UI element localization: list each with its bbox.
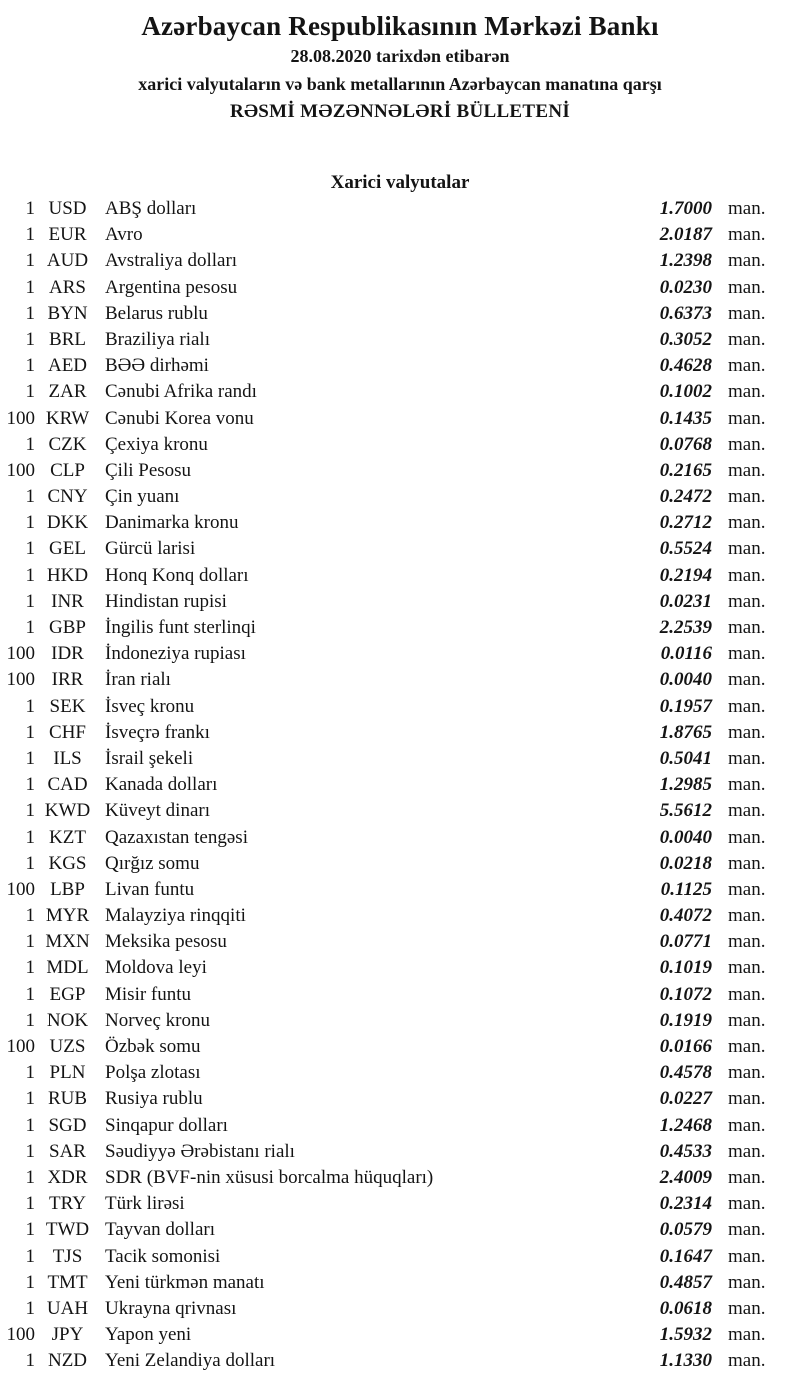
unit-label-cell: man. (728, 538, 766, 560)
rate-value-cell: 0.0771 (659, 931, 712, 953)
rate-value-cell: 2.2539 (659, 617, 712, 638)
currency-code-cell: USD (48, 198, 87, 219)
currency-name-cell: SDR (BVF-nin xüsusi borcalma hüquqları) (105, 1166, 434, 1188)
quantity-cell: 1 (25, 695, 35, 717)
rate-row (0, 1113, 800, 1139)
currency-name-cell: Misir funtu (105, 983, 192, 1005)
quantity-cell: 1 (25, 800, 35, 822)
rate-value-cell: 0.0166 (659, 1036, 712, 1057)
currency-name-cell: Gürcü larisi (105, 538, 196, 560)
unit-label-cell: man. (728, 512, 766, 534)
unit-label-cell: man. (728, 224, 766, 246)
rate-value-cell: 0.1957 (659, 695, 712, 717)
rate-row (0, 1244, 800, 1270)
unit-label-cell: man. (728, 1324, 766, 1346)
section-title-foreign-currencies: Xarici valyutalar (330, 172, 470, 193)
quantity-cell: 1 (25, 1245, 35, 1267)
currency-code-cell: UAH (46, 1297, 89, 1319)
quantity-cell: 1 (25, 1009, 35, 1031)
rate-value-cell: 0.2314 (659, 1193, 712, 1215)
rate-row (0, 275, 800, 301)
rate-value-cell: 0.0040 (659, 669, 712, 691)
quantity-cell: 1 (25, 328, 35, 350)
currency-name-cell: Türk lirəsi (105, 1193, 185, 1215)
quantity-cell: 100 (6, 407, 35, 429)
currency-name-cell: Ukrayna qrivnası (105, 1297, 237, 1319)
currency-name-cell: İsveçrə frankı (105, 721, 210, 743)
quantity-cell: 1 (25, 1297, 35, 1319)
unit-label-cell: man. (728, 1140, 766, 1162)
rate-value-cell: 0.4072 (659, 905, 712, 927)
unit-label-cell: man. (728, 250, 766, 272)
currency-code-cell: LBP (50, 878, 85, 900)
currency-code-cell: CLP (50, 459, 85, 481)
rate-value-cell: 0.6373 (659, 302, 712, 324)
quantity-cell: 1 (25, 1114, 35, 1136)
currency-name-cell: Yeni Zelandiya dolları (105, 1350, 276, 1372)
effective-date-line: 28.08.2020 tarixdən etibarən (290, 46, 510, 66)
currency-name-cell: Malayziya rinqqiti (105, 905, 246, 927)
rate-row (0, 1296, 800, 1322)
currency-name-cell: İsveç kronu (105, 695, 195, 717)
unit-label-cell: man. (728, 1166, 766, 1188)
unit-label-cell: man. (728, 276, 766, 298)
rate-row (0, 379, 800, 405)
quantity-cell: 1 (25, 1193, 35, 1215)
rate-value-cell: 0.2712 (659, 512, 712, 534)
rate-row (0, 982, 800, 1008)
currency-code-cell: TRY (49, 1193, 86, 1215)
unit-label-cell: man. (728, 1245, 766, 1267)
currency-code-cell: TJS (52, 1245, 83, 1267)
quantity-cell: 1 (25, 198, 35, 219)
rate-value-cell: 0.4628 (659, 355, 712, 377)
currency-name-cell: Tacik somonisi (105, 1245, 221, 1267)
rate-value-cell: 0.4533 (659, 1140, 712, 1162)
unit-label-cell: man. (728, 433, 766, 455)
quantity-cell: 1 (25, 983, 35, 1005)
quantity-cell: 1 (25, 957, 35, 979)
rate-value-cell: 0.4578 (659, 1062, 712, 1084)
currency-name-cell: Qazaxıstan tengəsi (105, 826, 248, 848)
quantity-cell: 1 (25, 538, 35, 560)
currency-name-cell: Cənubi Afrika randı (105, 381, 257, 403)
currency-code-cell: XDR (47, 1166, 88, 1188)
unit-label-cell: man. (728, 1062, 766, 1084)
quantity-cell: 1 (25, 433, 35, 455)
currency-code-cell: TMT (47, 1271, 88, 1293)
currency-name-cell: Yapon yeni (105, 1324, 192, 1346)
unit-label-cell: man. (728, 1036, 766, 1057)
bank-title: Azərbaycan Respublikasının Mərkəzi Bankı (141, 11, 659, 41)
rate-value-cell: 1.2398 (659, 250, 712, 272)
quantity-cell: 1 (25, 1140, 35, 1162)
unit-label-cell: man. (728, 774, 766, 796)
currency-code-cell: SEK (49, 695, 86, 717)
exchange-rates-table (0, 196, 800, 1374)
currency-code-cell: SGD (48, 1114, 87, 1136)
rate-row (0, 1139, 800, 1165)
currency-name-cell: Çili Pesosu (105, 459, 192, 481)
currency-code-cell: KWD (44, 800, 91, 822)
rate-value-cell: 1.5932 (659, 1324, 712, 1346)
currency-name-cell: İngilis funt sterlinqi (105, 617, 256, 638)
unit-label-cell: man. (728, 931, 766, 953)
currency-name-cell: Meksika pesosu (105, 931, 227, 953)
quantity-cell: 1 (25, 564, 35, 586)
currency-code-cell: KZT (49, 826, 86, 848)
rate-value-cell: 0.0227 (659, 1088, 712, 1110)
currency-code-cell: JPY (51, 1324, 84, 1346)
currency-name-cell: Polşa zlotası (105, 1062, 201, 1084)
rate-row (0, 484, 800, 510)
unit-label-cell: man. (728, 1009, 766, 1031)
rate-value-cell: 0.1647 (659, 1245, 712, 1267)
rate-row (0, 955, 800, 981)
currency-code-cell: GBP (49, 617, 86, 638)
rate-value-cell: 0.0231 (659, 590, 712, 612)
quantity-cell: 1 (25, 512, 35, 534)
rate-value-cell: 0.5041 (659, 747, 712, 769)
rate-value-cell: 0.1072 (659, 983, 712, 1005)
currency-name-cell: Moldova leyi (105, 957, 207, 979)
currency-code-cell: BYN (47, 302, 88, 324)
rate-value-cell: 0.1919 (659, 1009, 712, 1031)
rate-row (0, 903, 800, 929)
currency-name-cell: Norveç kronu (105, 1009, 210, 1031)
currency-code-cell: ILS (53, 747, 82, 769)
rate-row (0, 406, 800, 432)
unit-label-cell: man. (728, 905, 766, 927)
currency-code-cell: IRR (51, 669, 84, 691)
currency-name-cell: Qırğız somu (105, 852, 200, 874)
rate-row (0, 825, 800, 851)
currency-name-cell: Çexiya kronu (105, 433, 208, 455)
rate-row (0, 641, 800, 667)
currency-code-cell: RUB (47, 1088, 88, 1110)
rate-value-cell: 1.1330 (659, 1350, 712, 1372)
unit-label-cell: man. (728, 459, 766, 481)
rate-value-cell: 1.2468 (659, 1114, 712, 1136)
quantity-cell: 1 (25, 721, 35, 743)
quantity-cell: 1 (25, 826, 35, 848)
quantity-cell: 100 (6, 1324, 35, 1346)
currency-name-cell: Küveyt dinarı (105, 800, 211, 822)
unit-label-cell: man. (728, 1350, 766, 1372)
rate-value-cell: 0.0230 (659, 276, 712, 298)
currency-name-cell: İndoneziya rupiası (105, 643, 246, 665)
unit-label-cell: man. (728, 852, 766, 874)
currency-name-cell: Özbək somu (105, 1036, 201, 1057)
rate-row (0, 720, 800, 746)
rate-row (0, 746, 800, 772)
currency-name-cell: Argentina pesosu (105, 276, 238, 298)
bulletin-title: RƏSMİ MƏZƏNNƏLƏRİ BÜLLETENİ (229, 101, 571, 122)
unit-label-cell: man. (728, 486, 766, 508)
currency-code-cell: CHF (49, 721, 86, 743)
quantity-cell: 1 (25, 355, 35, 377)
rate-value-cell: 0.4857 (659, 1271, 712, 1293)
quantity-cell: 1 (25, 224, 35, 246)
rate-row (0, 1270, 800, 1296)
currency-code-cell: ARS (49, 276, 86, 298)
rate-row (0, 798, 800, 824)
unit-label-cell: man. (728, 957, 766, 979)
rate-row (0, 1086, 800, 1112)
currency-code-cell: BRL (49, 328, 86, 350)
unit-label-cell: man. (728, 1088, 766, 1110)
currency-name-cell: Rusiya rublu (105, 1088, 203, 1110)
rate-value-cell: 0.0618 (659, 1297, 712, 1319)
rate-value-cell: 0.0579 (659, 1219, 712, 1241)
currency-code-cell: MYR (45, 905, 90, 927)
rate-row (0, 615, 800, 641)
quantity-cell: 1 (25, 747, 35, 769)
rate-value-cell: 1.8765 (659, 721, 712, 743)
currency-name-cell: BƏƏ dirhəmi (105, 355, 209, 377)
currency-code-cell: PLN (49, 1062, 86, 1084)
quantity-cell: 1 (25, 1088, 35, 1110)
currency-name-cell: Braziliya rialı (105, 328, 210, 350)
rate-row (0, 1165, 800, 1191)
currency-code-cell: AUD (46, 250, 89, 272)
rate-value-cell: 0.0116 (660, 643, 712, 665)
rate-row (0, 1008, 800, 1034)
currency-name-cell: Livan funtu (105, 878, 195, 900)
currency-name-cell: Səudiyyə Ərəbistanı rialı (105, 1140, 295, 1162)
unit-label-cell: man. (728, 669, 766, 691)
rate-row (0, 301, 800, 327)
currency-name-cell: Hindistan rupisi (105, 590, 227, 612)
rate-value-cell: 0.1002 (659, 381, 712, 403)
currency-code-cell: CAD (47, 774, 88, 796)
rate-value-cell: 2.4009 (659, 1166, 712, 1188)
rate-value-cell: 1.7000 (659, 198, 712, 219)
rate-row (0, 589, 800, 615)
currency-name-cell: Cənubi Korea vonu (105, 407, 254, 429)
currency-code-cell: NZD (47, 1350, 88, 1372)
currency-name-cell: İsrail şekeli (105, 747, 194, 769)
currency-name-cell: Avstraliya dolları (105, 250, 238, 272)
rate-row (0, 510, 800, 536)
rate-row (0, 248, 800, 274)
currency-code-cell: EGP (49, 983, 86, 1005)
unit-label-cell: man. (728, 407, 766, 429)
rate-row (0, 1060, 800, 1086)
currency-code-cell: AED (47, 355, 88, 377)
rate-row (0, 432, 800, 458)
unit-label-cell: man. (728, 1219, 766, 1241)
currency-code-cell: GEL (49, 538, 86, 560)
rate-value-cell: 0.0218 (659, 852, 712, 874)
currency-code-cell: ZAR (48, 381, 87, 403)
rate-value-cell: 0.1019 (659, 957, 712, 979)
unit-label-cell: man. (728, 590, 766, 612)
rate-value-cell: 5.5612 (659, 800, 712, 822)
rate-row (0, 196, 800, 222)
unit-label-cell: man. (728, 1271, 766, 1293)
rate-value-cell: 0.5524 (659, 538, 712, 560)
currency-name-cell: Yeni türkmən manatı (105, 1271, 265, 1293)
unit-label-cell: man. (728, 328, 766, 350)
unit-label-cell: man. (728, 1114, 766, 1136)
unit-label-cell: man. (728, 617, 766, 638)
rate-row (0, 563, 800, 589)
currency-name-cell: ABŞ dolları (105, 198, 197, 219)
unit-label-cell: man. (728, 747, 766, 769)
rate-value-cell: 0.0768 (659, 433, 712, 455)
currency-code-cell: UZS (49, 1036, 86, 1057)
currency-name-cell: Tayvan dolları (105, 1219, 215, 1241)
unit-label-cell: man. (728, 355, 766, 377)
unit-label-cell: man. (728, 643, 766, 665)
unit-label-cell: man. (728, 800, 766, 822)
rate-row (0, 1348, 800, 1374)
quantity-cell: 1 (25, 1350, 35, 1372)
currency-code-cell: MXN (45, 931, 90, 953)
quantity-cell: 1 (25, 590, 35, 612)
quantity-cell: 1 (25, 1166, 35, 1188)
currency-name-cell: Danimarka kronu (105, 512, 239, 534)
currency-code-cell: EUR (48, 224, 87, 246)
rate-row (0, 1034, 800, 1060)
quantity-cell: 1 (25, 1271, 35, 1293)
quantity-cell: 100 (6, 1036, 35, 1057)
currency-code-cell: CNY (47, 486, 88, 508)
currency-code-cell: INR (51, 590, 84, 612)
rate-value-cell: 0.2194 (659, 564, 712, 586)
currency-name-cell: Sinqapur dolları (105, 1114, 228, 1136)
currency-code-cell: HKD (46, 564, 89, 586)
currency-code-cell: KRW (45, 407, 90, 429)
currency-code-cell: IDR (51, 643, 84, 665)
currency-code-cell: NOK (46, 1009, 89, 1031)
currency-name-cell: Belarus rublu (105, 302, 208, 324)
currency-code-cell: SAR (49, 1140, 86, 1162)
rate-value-cell: 0.3052 (659, 328, 712, 350)
rate-value-cell: 0.1435 (659, 407, 712, 429)
currency-code-cell: CZK (48, 433, 87, 455)
quantity-cell: 1 (25, 1219, 35, 1241)
currency-name-cell: Avro (105, 224, 143, 246)
unit-label-cell: man. (728, 198, 766, 219)
rate-value-cell: 2.0187 (659, 224, 712, 246)
rate-row (0, 1322, 800, 1348)
rate-row (0, 1191, 800, 1217)
rate-row (0, 353, 800, 379)
unit-label-cell: man. (728, 695, 766, 717)
currency-code-cell: TWD (45, 1219, 90, 1241)
quantity-cell: 1 (25, 774, 35, 796)
rate-value-cell: 0.2472 (659, 486, 712, 508)
quantity-cell: 1 (25, 1062, 35, 1084)
quantity-cell: 1 (25, 381, 35, 403)
unit-label-cell: man. (728, 302, 766, 324)
unit-label-cell: man. (728, 721, 766, 743)
quantity-cell: 1 (25, 486, 35, 508)
unit-label-cell: man. (728, 1193, 766, 1215)
quantity-cell: 1 (25, 852, 35, 874)
rate-row (0, 667, 800, 693)
rate-value-cell: 0.1125 (660, 878, 712, 900)
rate-value-cell: 0.0040 (659, 826, 712, 848)
rate-value-cell: 0.2165 (659, 459, 712, 481)
rate-row (0, 458, 800, 484)
rate-row (0, 694, 800, 720)
rate-row (0, 536, 800, 562)
rate-row (0, 772, 800, 798)
unit-label-cell: man. (728, 826, 766, 848)
rate-value-cell: 1.2985 (659, 774, 712, 796)
unit-label-cell: man. (728, 878, 766, 900)
rate-row (0, 877, 800, 903)
currency-code-cell: MDL (46, 957, 89, 979)
currency-code-cell: KGS (48, 852, 87, 874)
currency-name-cell: Kanada dolları (105, 774, 218, 796)
unit-label-cell: man. (728, 381, 766, 403)
rate-row (0, 929, 800, 955)
currency-code-cell: DKK (46, 512, 89, 534)
quantity-cell: 1 (25, 905, 35, 927)
quantity-cell: 100 (6, 878, 35, 900)
unit-label-cell: man. (728, 983, 766, 1005)
rate-row (0, 327, 800, 353)
unit-label-cell: man. (728, 564, 766, 586)
rate-row (0, 851, 800, 877)
currency-name-cell: Çin yuanı (105, 486, 180, 508)
quantity-cell: 1 (25, 617, 35, 638)
currency-name-cell: İran rialı (105, 669, 171, 691)
subject-line: xarici valyutaların və bank metallarının Azərbaycan manatına qarşı (138, 74, 662, 94)
quantity-cell: 1 (25, 302, 35, 324)
quantity-cell: 100 (6, 643, 35, 665)
quantity-cell: 1 (25, 276, 35, 298)
rate-row (0, 222, 800, 248)
quantity-cell: 1 (25, 250, 35, 272)
unit-label-cell: man. (728, 1297, 766, 1319)
quantity-cell: 1 (25, 931, 35, 953)
bulletin-header (0, 10, 800, 126)
currency-name-cell: Honq Konq dolları (105, 564, 249, 586)
quantity-cell: 100 (6, 669, 35, 691)
quantity-cell: 100 (6, 459, 35, 481)
rate-row (0, 1217, 800, 1243)
